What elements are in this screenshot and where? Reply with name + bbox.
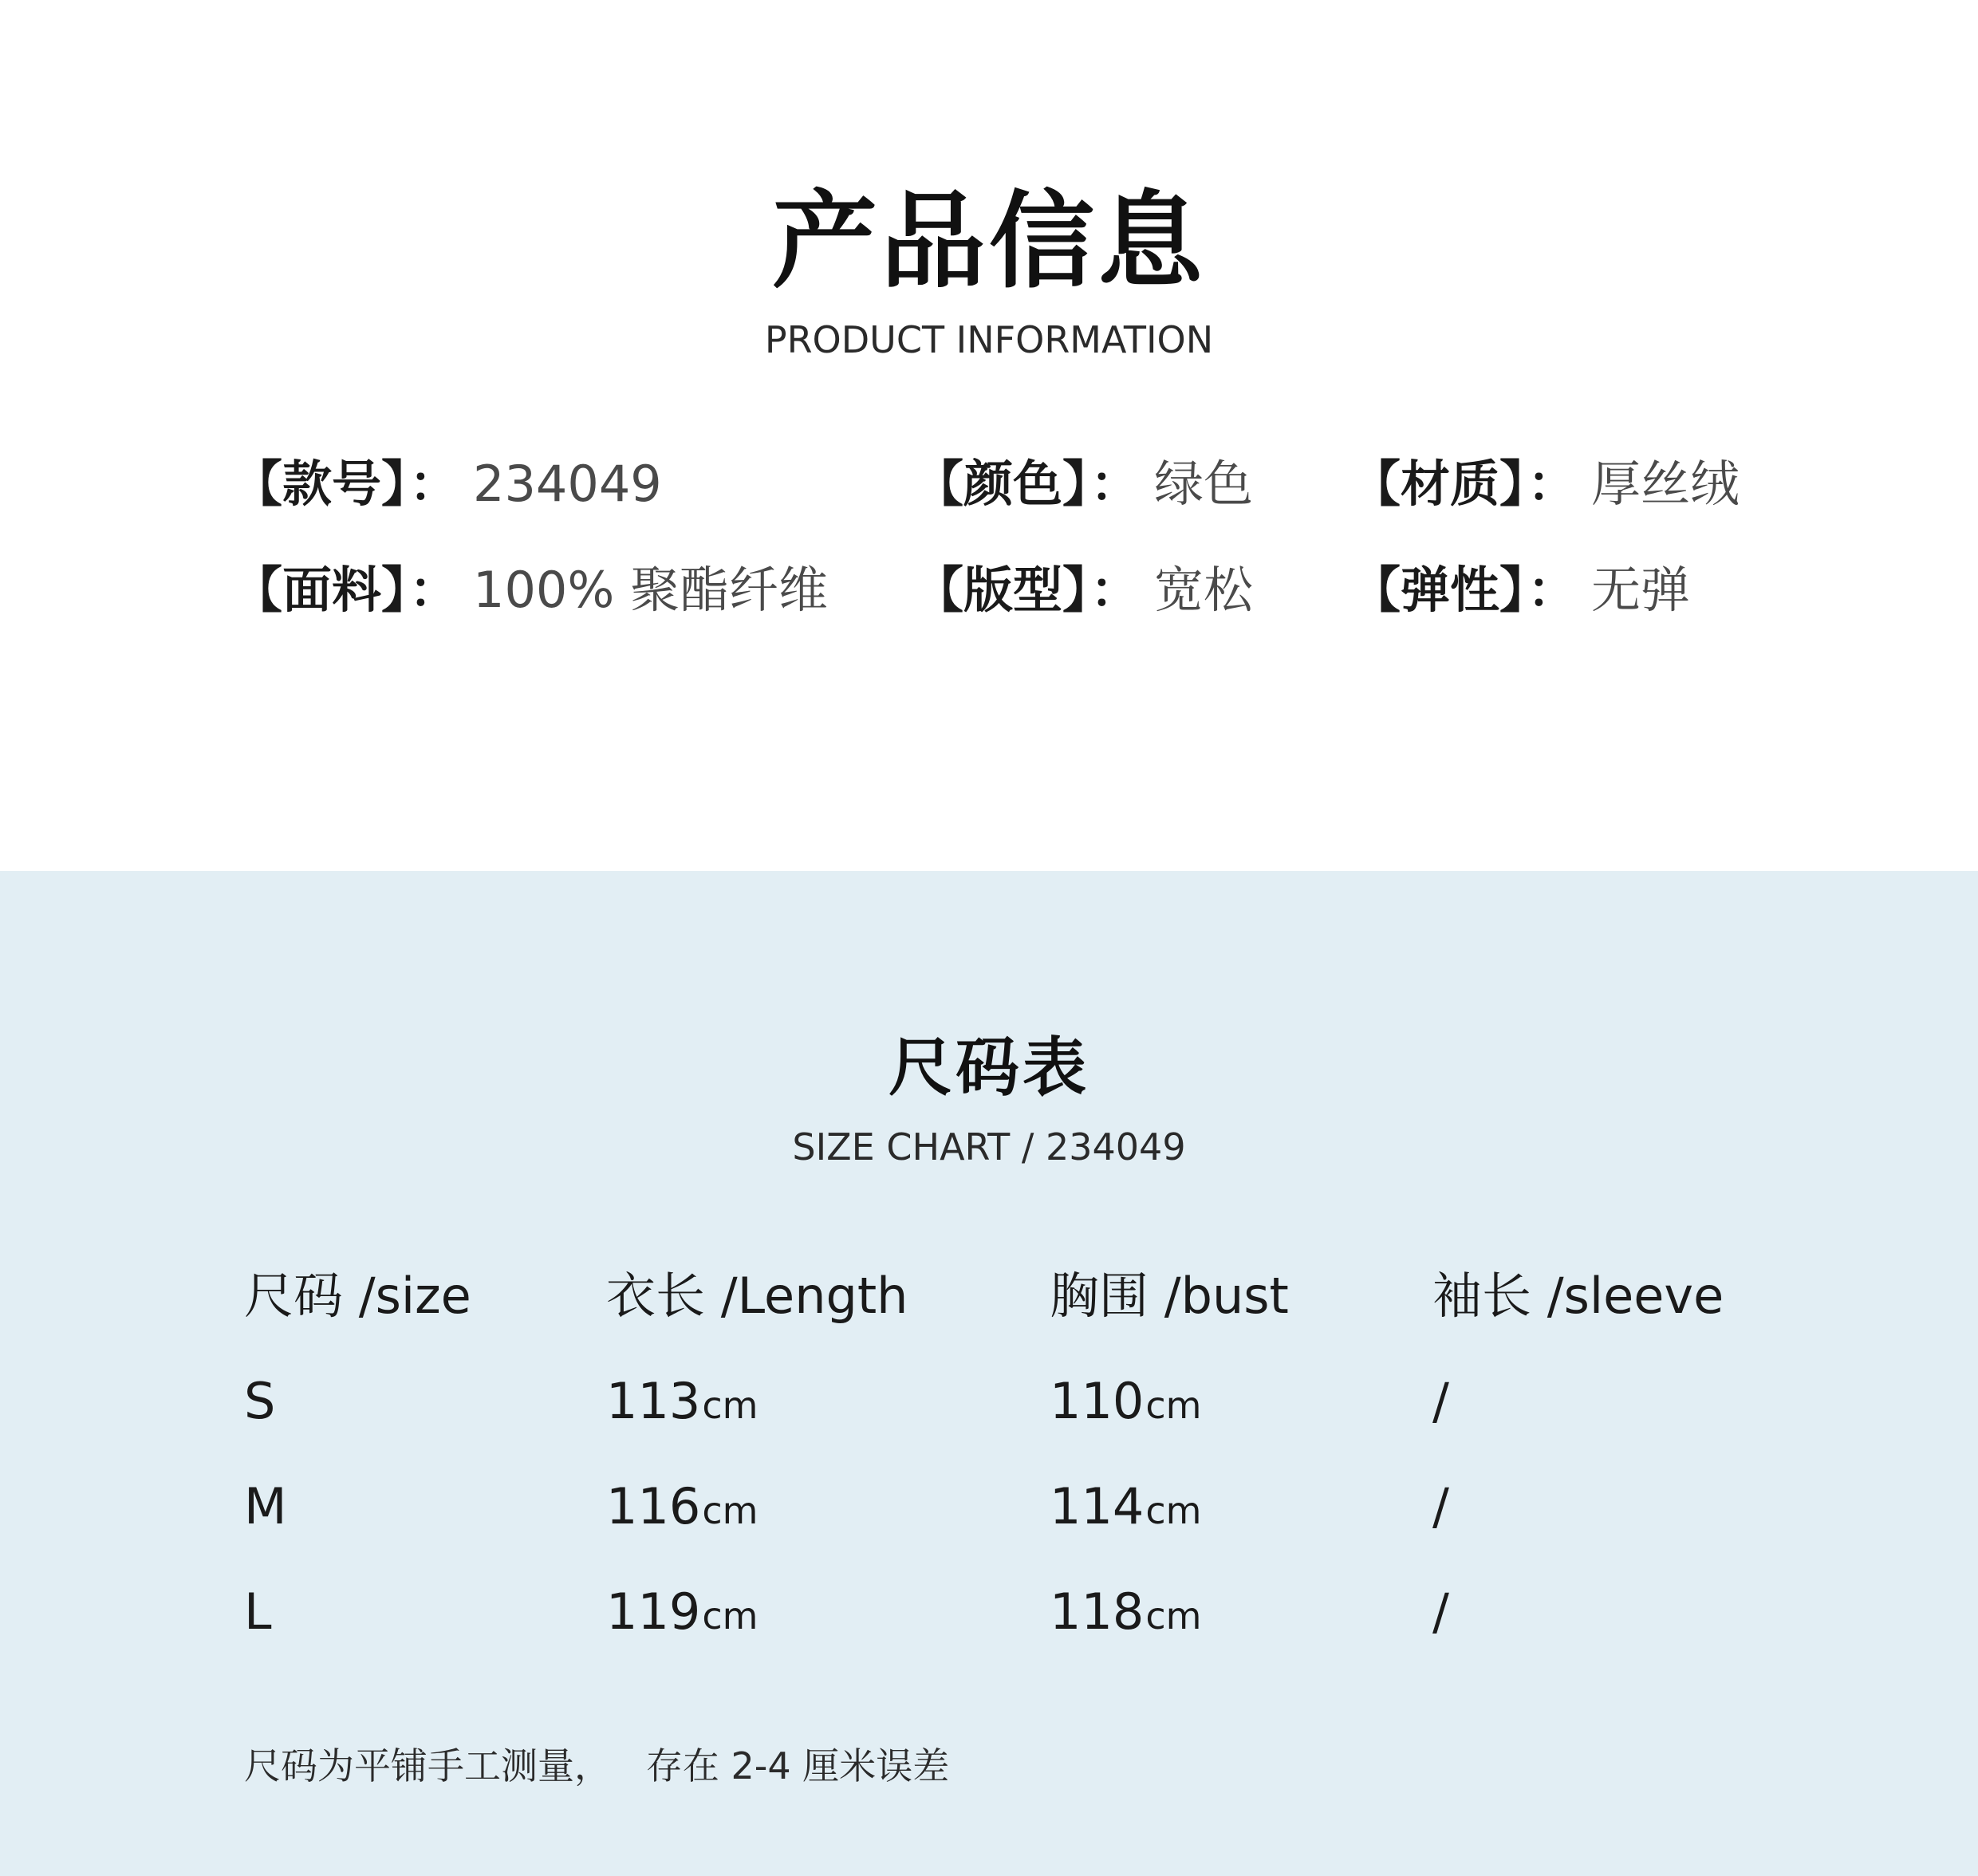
attr-key: 【颜色】 (914, 455, 1088, 513)
attr-value: 宽松 (1154, 561, 1254, 619)
attr-colon: ： (409, 561, 459, 619)
size-cell: L (244, 1582, 272, 1641)
length-value: 119 (606, 1582, 701, 1641)
attr-value: 234049 (473, 455, 662, 513)
bust-cell (1050, 1582, 1201, 1645)
bust-value: 114 (1050, 1477, 1145, 1535)
header-sleeve: 袖长 /sleeve (1432, 1267, 1724, 1325)
measurement-note: 尺码为平铺手工测量， 存在 2-4 厘米误差 (244, 1744, 950, 1787)
attr-key: 【面料】 (233, 561, 407, 619)
bust-value: 118 (1050, 1582, 1145, 1641)
unit-label: cm (1145, 1594, 1202, 1638)
product-info-section (0, 0, 1978, 871)
attr-value: 厚丝绒 (1591, 455, 1740, 513)
attr-value: 无弹 (1591, 561, 1691, 619)
product-info-title: 产品信息 (772, 180, 1206, 303)
unit-label: cm (1145, 1489, 1202, 1532)
attr-key: 【款号】 (233, 455, 407, 513)
attr-colon: ： (409, 455, 459, 513)
bust-cell (1050, 1477, 1201, 1540)
sleeve-cell: / (1432, 1582, 1449, 1641)
header-length: 衣长 /Length (606, 1267, 908, 1325)
sleeve-cell: / (1432, 1477, 1449, 1535)
attr-key: 【弹性】 (1351, 561, 1525, 619)
unit-label: cm (702, 1594, 758, 1638)
unit-label: cm (1145, 1384, 1202, 1427)
size-chart-subtitle: SIZE CHART / 234049 (792, 1125, 1186, 1169)
size-cell: M (244, 1477, 287, 1535)
unit-label: cm (702, 1489, 758, 1532)
length-cell (606, 1477, 758, 1540)
size-chart-section (0, 871, 1978, 1876)
attr-style-number (233, 455, 662, 514)
length-cell (606, 1582, 758, 1645)
length-value: 113 (606, 1372, 701, 1430)
attr-value: 绿色 (1154, 455, 1254, 513)
attr-colon: ： (1090, 561, 1141, 619)
attr-elasticity (1351, 561, 1690, 620)
length-cell (606, 1372, 758, 1435)
product-info-subtitle: PRODUCT INFORMATION (764, 318, 1214, 361)
attr-material (1351, 455, 1740, 514)
attr-value: 100% 聚酯纤维 (473, 561, 828, 619)
attr-key: 【材质】 (1351, 455, 1525, 513)
attr-colon: ： (1527, 455, 1578, 513)
size-chart-title: 尺码表 (889, 1031, 1089, 1105)
sleeve-cell: / (1432, 1372, 1449, 1430)
size-cell: S (244, 1372, 276, 1430)
bust-value: 110 (1050, 1372, 1145, 1430)
unit-label: cm (702, 1384, 758, 1427)
bust-cell (1050, 1372, 1201, 1435)
attr-fit (914, 561, 1253, 620)
attr-colon: ： (1090, 455, 1141, 513)
attr-colon: ： (1527, 561, 1578, 619)
header-bust: 胸围 /bust (1050, 1267, 1289, 1325)
attr-fabric (233, 561, 828, 620)
attr-key: 【版型】 (914, 561, 1088, 619)
length-value: 116 (606, 1477, 701, 1535)
header-size: 尺码 /size (244, 1267, 471, 1325)
attr-color (914, 455, 1253, 514)
